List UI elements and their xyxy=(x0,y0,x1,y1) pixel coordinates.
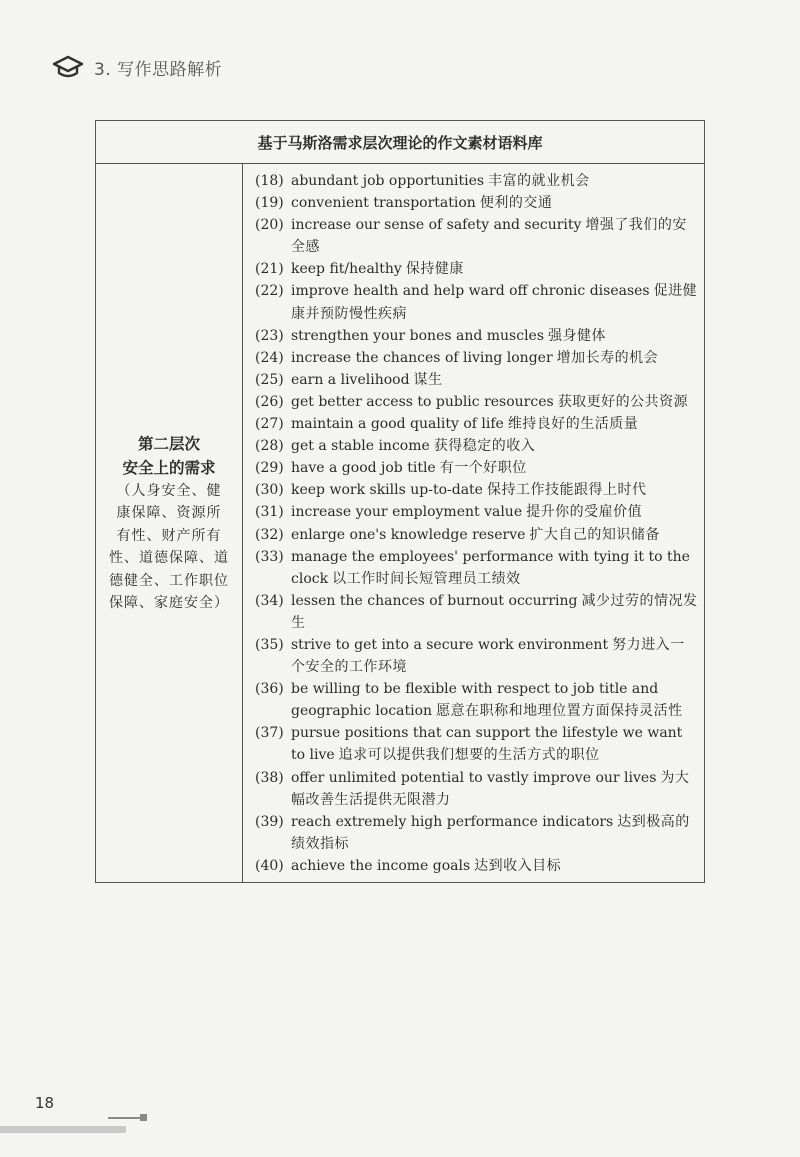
list-item xyxy=(255,678,698,722)
item-number: (25) xyxy=(255,371,284,388)
item-text xyxy=(291,590,698,634)
list-item xyxy=(255,590,698,634)
item-number: (22) xyxy=(255,283,284,300)
item-number: (39) xyxy=(255,813,284,830)
level-cell xyxy=(96,164,243,883)
item-chinese: 保持工作技能跟得上时代 xyxy=(486,482,647,499)
item-chinese: 为大幅改善生活提供无限潜力 xyxy=(291,769,690,808)
level-description xyxy=(100,480,238,615)
list-item xyxy=(255,413,698,435)
list-item xyxy=(255,524,698,546)
item-english: reach extremely high performance indicators xyxy=(291,813,614,830)
item-chinese: 愿意在职称和地理位置方面保持灵活性 xyxy=(436,703,683,720)
item-english: lessen the chances of burnout occurring xyxy=(291,592,578,609)
level-name: 第二层次 xyxy=(137,434,200,453)
item-number: (19) xyxy=(255,195,284,212)
item-english: manage the employees' performance with tying it to the clock xyxy=(291,548,690,587)
item-chinese: 扩大自己的知识储备 xyxy=(529,526,660,543)
item-number: (37) xyxy=(255,725,284,742)
item-english: abundant job opportunities xyxy=(291,173,485,189)
item-english: improve health and help ward off chronic diseases xyxy=(291,283,650,300)
item-number: (29) xyxy=(255,460,284,477)
footer-square xyxy=(140,1114,147,1121)
item-english: be willing to be flexible with respect to job title and geographic location xyxy=(291,681,659,720)
item-text xyxy=(291,391,698,413)
item-chinese: 丰富的就业机会 xyxy=(488,173,590,189)
list-item xyxy=(255,192,698,214)
list-item xyxy=(255,170,698,192)
item-number: (20) xyxy=(255,217,284,234)
item-chinese: 保持健康 xyxy=(405,261,464,278)
list-item xyxy=(255,811,698,855)
item-english: pursue positions that can support the lifestyle we want to live xyxy=(291,725,683,764)
item-english: have a good job title xyxy=(291,460,436,477)
item-chinese: 促进健康并预防慢性疾病 xyxy=(291,283,698,322)
item-text xyxy=(291,457,698,479)
list-item xyxy=(255,258,698,280)
item-text xyxy=(291,192,698,214)
item-english: earn a livelihood xyxy=(291,371,410,388)
item-text xyxy=(291,722,698,766)
list-item xyxy=(255,347,698,369)
item-english: offer unlimited potential to vastly improve our lives xyxy=(291,769,657,786)
item-text xyxy=(291,855,698,877)
level-description-line: 德健全、工作职位 xyxy=(109,572,229,589)
item-english: strive to get into a secure work environment xyxy=(291,636,609,653)
list-item xyxy=(255,634,698,678)
item-text xyxy=(291,347,698,369)
item-chinese: 有一个好职位 xyxy=(439,460,527,477)
item-english: increase our sense of safety and security xyxy=(291,217,582,234)
item-english: get better access to public resources xyxy=(291,393,554,410)
footer-line xyxy=(108,1117,142,1119)
item-text xyxy=(291,811,698,855)
table-title: 基于马斯洛需求层次理论的作文素材语料库 xyxy=(96,121,705,164)
item-chinese: 以工作时间长短管理员工绩效 xyxy=(332,570,521,587)
level-need: 安全上的需求 xyxy=(122,458,216,477)
item-english: achieve the income goals xyxy=(291,857,471,874)
list-item xyxy=(255,546,698,590)
level-description-line: （人身安全、健 xyxy=(116,482,222,499)
item-number: (21) xyxy=(255,261,284,278)
item-english: increase your employment value xyxy=(291,504,523,521)
item-chinese: 提升你的受雇价值 xyxy=(526,504,643,521)
item-english: get a stable income xyxy=(291,438,430,455)
item-chinese: 维持良好的生活质量 xyxy=(507,416,639,433)
item-number: (26) xyxy=(255,393,284,410)
list-item xyxy=(255,479,698,501)
item-english: keep fit/healthy xyxy=(291,261,402,278)
item-number: (35) xyxy=(255,636,284,653)
list-item xyxy=(255,501,698,523)
item-chinese: 谋生 xyxy=(413,371,443,388)
level-description-line: 康保障、资源所 xyxy=(116,505,222,521)
item-number: (33) xyxy=(255,548,284,565)
item-chinese: 达到极高的绩效指标 xyxy=(291,813,690,852)
item-number: (28) xyxy=(255,438,284,455)
item-number: (24) xyxy=(255,349,284,366)
item-text xyxy=(291,678,698,722)
item-text xyxy=(291,214,698,258)
item-text xyxy=(291,546,698,590)
item-text xyxy=(291,413,698,435)
item-number: (36) xyxy=(255,681,284,698)
list-item xyxy=(255,457,698,479)
list-item xyxy=(255,767,698,811)
item-number: (18) xyxy=(255,173,284,189)
list-item xyxy=(255,325,698,347)
corpus-table xyxy=(95,120,705,883)
item-english: keep work skills up-to-date xyxy=(291,482,483,499)
item-number: (23) xyxy=(255,327,284,344)
list-item xyxy=(255,214,698,258)
item-number: (30) xyxy=(255,482,284,499)
item-number: (38) xyxy=(255,769,284,786)
item-number: (40) xyxy=(255,857,284,874)
list-item xyxy=(255,855,698,877)
item-text xyxy=(291,634,698,678)
items-cell xyxy=(243,164,705,883)
item-english: increase the chances of living longer xyxy=(291,349,553,366)
item-number: (34) xyxy=(255,592,284,609)
level-description-line: 保障、家庭安全） xyxy=(109,595,229,611)
item-chinese: 便利的交通 xyxy=(479,195,553,212)
item-chinese: 减少过劳的情况发生 xyxy=(291,592,698,631)
item-chinese: 增强了我们的安全感 xyxy=(291,217,687,256)
page-number: 18 xyxy=(35,1094,55,1112)
item-chinese: 增加长寿的机会 xyxy=(556,349,659,366)
list-item xyxy=(255,435,698,457)
item-english: strengthen your bones and muscles xyxy=(291,327,545,344)
item-chinese: 获取更好的公共资源 xyxy=(557,393,689,410)
level-description-line: 有性、财产所有 xyxy=(116,527,222,544)
footer-bar xyxy=(0,1126,126,1133)
item-text xyxy=(291,325,698,347)
list-item xyxy=(255,722,698,766)
graduation-cap-icon xyxy=(52,55,84,79)
item-chinese: 强身健体 xyxy=(548,327,607,344)
item-text xyxy=(291,170,698,192)
item-english: maintain a good quality of life xyxy=(291,416,504,433)
section-title: 3. 写作思路解析 xyxy=(94,59,223,80)
item-chinese: 努力进入一个安全的工作环境 xyxy=(291,636,685,676)
item-text xyxy=(291,524,698,546)
item-text xyxy=(291,479,698,501)
list-item xyxy=(255,391,698,413)
item-english: convenient transportation xyxy=(291,195,476,212)
list-item xyxy=(255,280,698,324)
item-number: (32) xyxy=(255,526,284,543)
item-number: (31) xyxy=(255,504,284,521)
list-item xyxy=(255,369,698,391)
item-chinese: 追求可以提供我们想要的生活方式的职位 xyxy=(338,747,600,764)
item-text xyxy=(291,435,698,457)
section-header xyxy=(52,50,222,84)
item-text xyxy=(291,369,698,391)
item-english: enlarge one's knowledge reserve xyxy=(291,526,526,543)
level-description-line: 性、道德保障、道 xyxy=(109,550,229,566)
item-chinese: 获得稳定的收入 xyxy=(433,438,536,455)
item-text xyxy=(291,767,698,811)
item-chinese: 达到收入目标 xyxy=(474,857,562,874)
item-text xyxy=(291,280,698,324)
item-number: (27) xyxy=(255,416,284,433)
item-text xyxy=(291,501,698,523)
item-text xyxy=(291,258,698,280)
